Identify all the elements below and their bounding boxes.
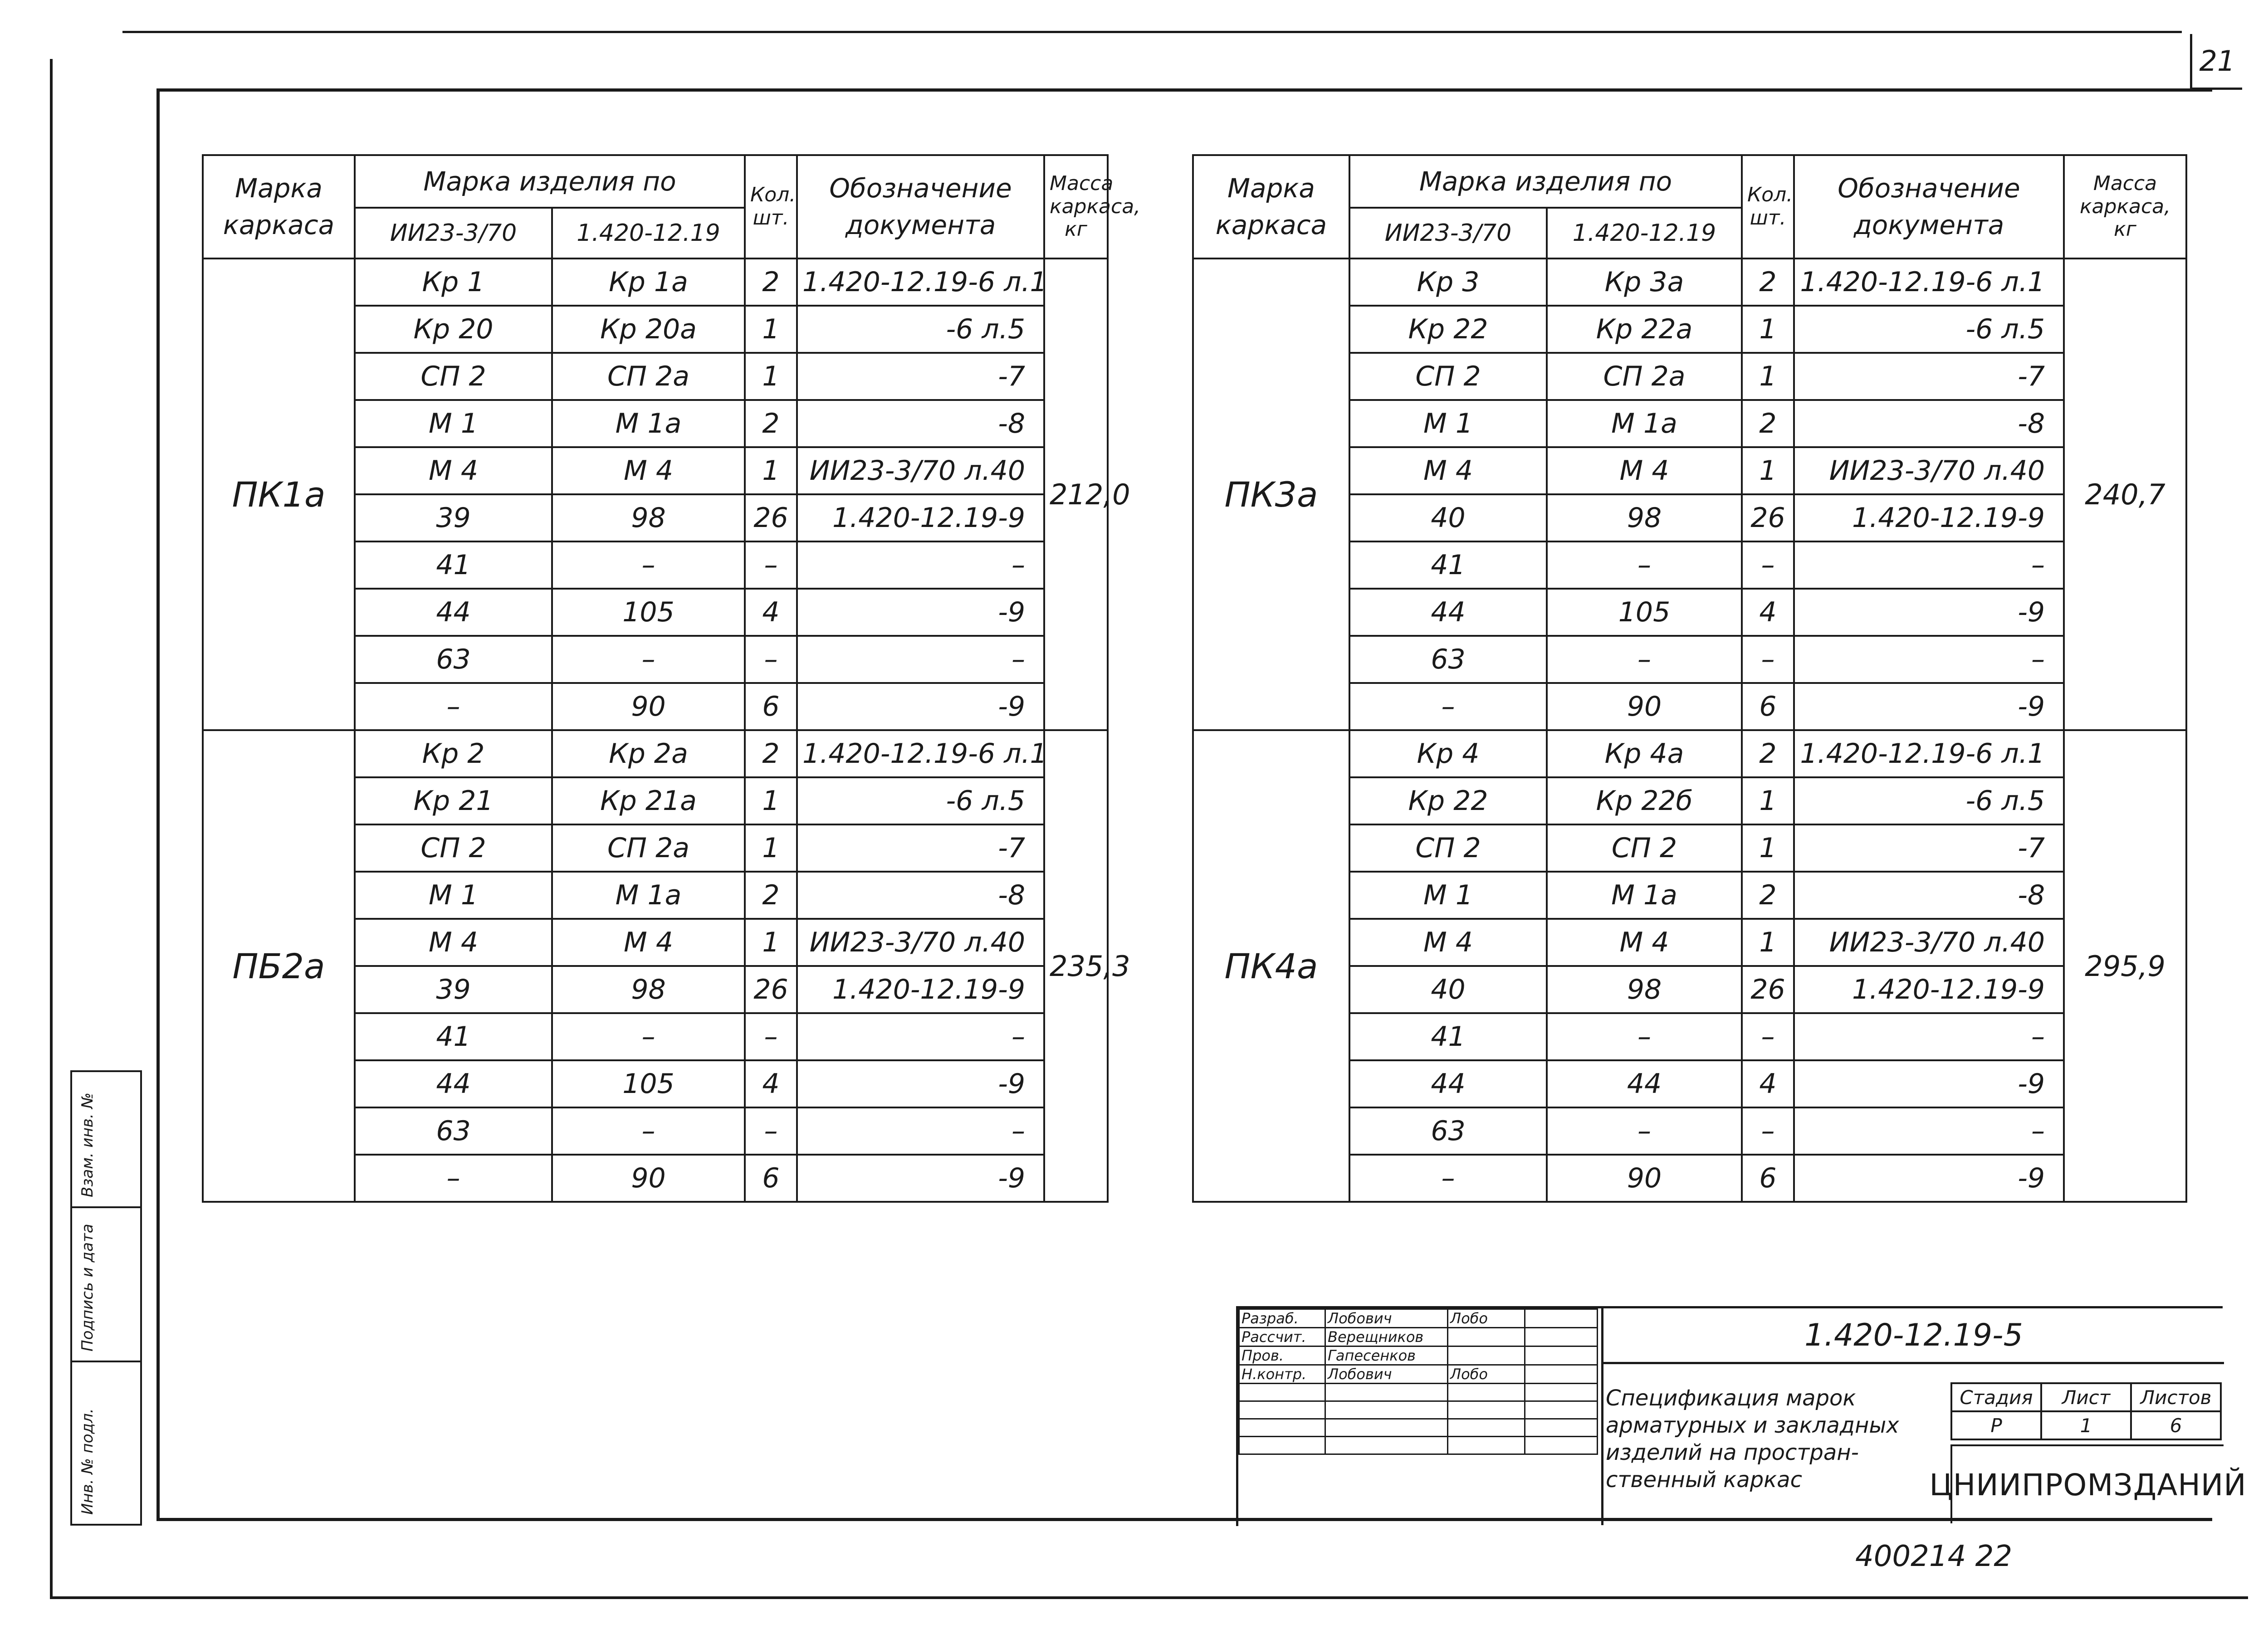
document-ref: -9 [1794, 1155, 2064, 1202]
quantity: 6 [745, 683, 797, 730]
stamp-signature: Лобо [1448, 1309, 1525, 1328]
mark-series-a: 44 [1349, 589, 1547, 636]
stage-value: Р [1951, 1411, 2041, 1439]
mark-series-a: М 4 [1349, 447, 1547, 494]
document-ref: 1.420-12.19-9 [797, 966, 1044, 1013]
quantity: 2 [1742, 400, 1794, 447]
mark-series-a: 40 [1349, 494, 1547, 541]
quantity: – [745, 1013, 797, 1060]
mark-series-a: М 1 [355, 872, 552, 919]
mark-series-b: Кр 4а [1547, 730, 1742, 777]
document-ref: – [797, 1107, 1044, 1155]
mark-series-b: М 4 [1547, 919, 1742, 966]
mark-series-b: 105 [552, 589, 745, 636]
sheets-label: Листов [2131, 1383, 2221, 1411]
stamp-date [1525, 1437, 1598, 1454]
document-ref: -6 л.5 [797, 306, 1044, 353]
stamp-person [1325, 1437, 1448, 1454]
stamp-signatures [1238, 1308, 1598, 1455]
spec-table-left [202, 154, 1141, 1203]
mark-series-a: Кр 22 [1349, 306, 1547, 353]
document-ref: -8 [1794, 400, 2064, 447]
document-ref: -9 [797, 1060, 1044, 1107]
document-ref: – [1794, 1013, 2064, 1060]
stamp-row [1239, 1328, 1598, 1346]
stamp-person: Гапесенков [1325, 1346, 1448, 1365]
stamp-person: Верещников [1325, 1328, 1448, 1346]
mark-series-b: Кр 22б [1547, 777, 1742, 824]
mark-series-b: СП 2а [552, 353, 745, 400]
document-ref: -7 [797, 353, 1044, 400]
document-ref: 1.420-12.19-9 [1794, 494, 2064, 541]
mark-series-a: Кр 3 [1349, 259, 1547, 306]
document-code: 1.420-12.19-5 [1601, 1308, 2224, 1364]
mark-series-b: Кр 1а [552, 259, 745, 306]
document-ref: -9 [1794, 589, 2064, 636]
stamp-row [1239, 1309, 1598, 1328]
side-label-inv-ref: Взам. инв. № [78, 1093, 97, 1197]
mark-series-b: – [552, 636, 745, 683]
stamp-date [1525, 1419, 1598, 1437]
mark-series-a: 41 [1349, 541, 1547, 589]
col-header-series-a: ИИ23-3/70 [355, 208, 552, 259]
document-ref: – [1794, 636, 2064, 683]
mark-series-a: М 1 [1349, 400, 1547, 447]
mark-series-a: М 1 [1349, 872, 1547, 919]
col-header-frame-mark: Марка каркаса [1193, 155, 1349, 259]
quantity: 1 [745, 306, 797, 353]
quantity: 1 [1742, 919, 1794, 966]
quantity: – [745, 636, 797, 683]
mark-series-a: – [1349, 683, 1547, 730]
document-ref: ИИ23-3/70 л.40 [797, 919, 1044, 966]
mark-series-b: Кр 2а [552, 730, 745, 777]
mark-series-b: М 1а [1547, 400, 1742, 447]
mark-series-b: – [552, 541, 745, 589]
stamp-role: Пров. [1239, 1346, 1325, 1365]
quantity: 1 [1742, 824, 1794, 872]
mark-series-b: – [1547, 1013, 1742, 1060]
frame-mass: 295,9 [2064, 730, 2186, 1202]
stamp-signature [1448, 1401, 1525, 1419]
frame-mark: ПБ2а [203, 730, 355, 1202]
document-ref: -8 [797, 872, 1044, 919]
col-header-qty: Кол. шт. [745, 155, 797, 259]
mark-series-a: 41 [355, 541, 552, 589]
mark-series-b: М 4 [552, 447, 745, 494]
mark-series-b: М 4 [1547, 447, 1742, 494]
col-header-frame-mark: Марка каркаса [203, 155, 355, 259]
quantity: 2 [745, 730, 797, 777]
mark-series-a: – [355, 1155, 552, 1202]
stamp-role [1239, 1401, 1325, 1419]
stamp-role: Рассчит. [1239, 1328, 1325, 1346]
quantity: 1 [745, 353, 797, 400]
stamp-date [1525, 1309, 1598, 1328]
quantity: 1 [745, 824, 797, 872]
mark-series-a: СП 2 [1349, 824, 1547, 872]
document-ref: – [1794, 1107, 2064, 1155]
top-rule [122, 31, 2182, 33]
stamp-divider [1601, 1362, 1603, 1525]
quantity: 6 [1742, 683, 1794, 730]
stamp-person [1325, 1401, 1448, 1419]
mark-series-a: – [1349, 1155, 1547, 1202]
stamp-row [1239, 1346, 1598, 1365]
quantity: 2 [1742, 259, 1794, 306]
document-ref: -7 [1794, 353, 2064, 400]
quantity: 4 [745, 589, 797, 636]
quantity: 6 [1742, 1155, 1794, 1202]
quantity: – [745, 1107, 797, 1155]
stamp-person [1325, 1384, 1448, 1401]
stamp-date [1525, 1365, 1598, 1384]
quantity: 4 [1742, 589, 1794, 636]
col-header-series-a: ИИ23-3/70 [1349, 208, 1547, 259]
document-ref: – [797, 1013, 1044, 1060]
document-ref: -6 л.5 [797, 777, 1044, 824]
quantity: 1 [1742, 777, 1794, 824]
mark-series-a: СП 2 [355, 824, 552, 872]
mark-series-a: 63 [1349, 1107, 1547, 1155]
quantity: – [745, 541, 797, 589]
sheet-label: Лист [2041, 1383, 2131, 1411]
stamp-date [1525, 1346, 1598, 1365]
side-strip [70, 1070, 138, 1524]
frame-mark: ПК3а [1193, 259, 1349, 730]
mark-series-a: 41 [355, 1013, 552, 1060]
frame-mark: ПК4а [1193, 730, 1349, 1202]
quantity: 1 [1742, 353, 1794, 400]
quantity: 1 [745, 919, 797, 966]
mark-series-b: Кр 20а [552, 306, 745, 353]
quantity: 1 [745, 777, 797, 824]
document-ref: -7 [797, 824, 1044, 872]
mark-series-b: 98 [552, 494, 745, 541]
mark-series-b: СП 2 [1547, 824, 1742, 872]
col-header-series-b: 1.420-12.19 [552, 208, 745, 259]
side-label-inv-orig: Инв. № подл. [78, 1408, 97, 1515]
document-ref: 1.420-12.19-9 [1794, 966, 2064, 1013]
quantity: 4 [1742, 1060, 1794, 1107]
quantity: 1 [1742, 447, 1794, 494]
mark-series-a: Кр 22 [1349, 777, 1547, 824]
mark-series-a: Кр 1 [355, 259, 552, 306]
stamp-role [1239, 1419, 1325, 1437]
mark-series-b: 105 [1547, 589, 1742, 636]
mark-series-b: Кр 21а [552, 777, 745, 824]
stamp-row [1239, 1419, 1598, 1437]
mark-series-b: – [552, 1107, 745, 1155]
quantity: 2 [1742, 872, 1794, 919]
mark-series-a: 63 [355, 636, 552, 683]
sheet-value: 1 [2041, 1411, 2131, 1439]
mark-series-b: 90 [1547, 1155, 1742, 1202]
document-ref: ИИ23-3/70 л.40 [797, 447, 1044, 494]
mark-series-b: Кр 3а [1547, 259, 1742, 306]
quantity: 1 [1742, 306, 1794, 353]
stamp-role: Разраб. [1239, 1309, 1325, 1328]
stamp-person: Лобович [1325, 1365, 1448, 1384]
table-row [1193, 730, 2186, 777]
mark-series-a: 63 [1349, 636, 1547, 683]
stamp-signature [1448, 1384, 1525, 1401]
spec-table-right [1192, 154, 2187, 1203]
mark-series-b: – [1547, 636, 1742, 683]
stamp-row [1239, 1401, 1598, 1419]
side-label-signature: Подпись и дата [78, 1224, 97, 1351]
stamp-role [1239, 1437, 1325, 1454]
mark-series-b: М 1а [552, 872, 745, 919]
mark-series-a: М 1 [355, 400, 552, 447]
table-row [1193, 259, 2186, 306]
quantity: 4 [745, 1060, 797, 1107]
quantity: 2 [745, 872, 797, 919]
mark-series-b: 105 [552, 1060, 745, 1107]
mark-series-a: Кр 4 [1349, 730, 1547, 777]
mark-series-b: Кр 22а [1547, 306, 1742, 353]
archive-number: 400214 22 [1855, 1540, 2013, 1573]
document-ref: -9 [797, 589, 1044, 636]
mark-series-a: 44 [355, 1060, 552, 1107]
quantity: 6 [745, 1155, 797, 1202]
quantity: – [1742, 541, 1794, 589]
document-ref: -8 [1794, 872, 2064, 919]
mark-series-a: Кр 2 [355, 730, 552, 777]
quantity: 26 [745, 966, 797, 1013]
title-block [1236, 1306, 2247, 1526]
quantity: 26 [1742, 966, 1794, 1013]
mark-series-b: – [1547, 1107, 1742, 1155]
col-header-document: Обозначение документа [1794, 155, 2064, 259]
stage-table [1950, 1382, 2222, 1440]
stamp-person: Лобович [1325, 1309, 1448, 1328]
quantity: – [1742, 1013, 1794, 1060]
mark-series-b: 44 [1547, 1060, 1742, 1107]
col-header-product-mark: Марка изделия по [355, 155, 745, 208]
quantity: 26 [1742, 494, 1794, 541]
stage-label: Стадия [1951, 1383, 2041, 1411]
mark-series-b: М 1а [1547, 872, 1742, 919]
document-ref: -7 [1794, 824, 2064, 872]
mark-series-b: 90 [1547, 683, 1742, 730]
stamp-signature [1448, 1328, 1525, 1346]
document-ref: -6 л.5 [1794, 777, 2064, 824]
stamp-role: Н.контр. [1239, 1365, 1325, 1384]
col-header-document: Обозначение документа [797, 155, 1044, 259]
stamp-date [1525, 1401, 1598, 1419]
quantity: – [1742, 636, 1794, 683]
document-ref: -9 [797, 1155, 1044, 1202]
quantity: 2 [745, 259, 797, 306]
stamp-signature: Лобо [1448, 1365, 1525, 1384]
mark-series-b: 90 [552, 683, 745, 730]
mark-series-a: – [355, 683, 552, 730]
sheets-value: 6 [2131, 1411, 2221, 1439]
mark-series-b: СП 2а [1547, 353, 1742, 400]
document-ref: -6 л.5 [1794, 306, 2064, 353]
col-header-product-mark: Марка изделия по [1349, 155, 1742, 208]
sheet-number: 21 [2190, 34, 2242, 90]
organization-name: ЦНИИПРОМЗДАНИЙ [1950, 1444, 2224, 1523]
mark-series-a: М 4 [1349, 919, 1547, 966]
mark-series-b: 98 [1547, 494, 1742, 541]
mark-series-a: СП 2 [1349, 353, 1547, 400]
table-row [203, 259, 1108, 306]
quantity: 1 [745, 447, 797, 494]
mark-series-b: 98 [1547, 966, 1742, 1013]
document-ref: – [797, 636, 1044, 683]
mark-series-b: 90 [552, 1155, 745, 1202]
mark-series-a: Кр 21 [355, 777, 552, 824]
mark-series-a: 44 [355, 589, 552, 636]
stamp-date [1525, 1328, 1598, 1346]
stamp-date [1525, 1384, 1598, 1401]
frame-mass: 240,7 [2064, 259, 2186, 730]
stamp-role [1239, 1384, 1325, 1401]
stamp-person [1325, 1419, 1448, 1437]
mark-series-a: 39 [355, 494, 552, 541]
frame-mass: 235,3 [1044, 730, 1108, 1202]
document-title: Спецификация марок арматурных и закладных изделий на простран-ственный каркас [1606, 1385, 1899, 1493]
mark-series-a: СП 2 [355, 353, 552, 400]
document-ref: 1.420-12.19-9 [797, 494, 1044, 541]
col-header-qty: Кол. шт. [1742, 155, 1794, 259]
document-ref: 1.420-12.19-6 л.1 [1794, 730, 2064, 777]
mark-series-a: М 4 [355, 919, 552, 966]
document-ref: 1.420-12.19-6 л.1 [797, 259, 1044, 306]
mark-series-a: Кр 20 [355, 306, 552, 353]
col-header-mass: Масса каркаса, кг [1044, 155, 1108, 259]
document-ref: -9 [1794, 1060, 2064, 1107]
stamp-signature [1448, 1346, 1525, 1365]
mark-series-b: 98 [552, 966, 745, 1013]
stamp-row [1239, 1437, 1598, 1454]
stamp-signature [1448, 1437, 1525, 1454]
table-row [203, 730, 1108, 777]
document-ref: – [797, 541, 1044, 589]
mark-series-a: 40 [1349, 966, 1547, 1013]
quantity: 2 [745, 400, 797, 447]
quantity: – [1742, 1107, 1794, 1155]
mark-series-b: М 1а [552, 400, 745, 447]
frame-mark: ПК1а [203, 259, 355, 730]
frame-mass: 212,0 [1044, 259, 1108, 730]
mark-series-b: СП 2а [552, 824, 745, 872]
mark-series-a: 63 [355, 1107, 552, 1155]
document-ref: -9 [797, 683, 1044, 730]
col-header-mass: Масса каркаса, кг [2064, 155, 2186, 259]
stamp-row [1239, 1384, 1598, 1401]
document-ref: -9 [1794, 683, 2064, 730]
mark-series-b: – [552, 1013, 745, 1060]
mark-series-b: – [1547, 541, 1742, 589]
stamp-signature [1448, 1419, 1525, 1437]
stamp-row [1239, 1365, 1598, 1384]
document-ref: 1.420-12.19-6 л.1 [797, 730, 1044, 777]
quantity: 26 [745, 494, 797, 541]
document-ref: 1.420-12.19-6 л.1 [1794, 259, 2064, 306]
mark-series-a: 39 [355, 966, 552, 1013]
col-header-series-b: 1.420-12.19 [1547, 208, 1742, 259]
mark-series-a: 44 [1349, 1060, 1547, 1107]
document-ref: ИИ23-3/70 л.40 [1794, 919, 2064, 966]
document-ref: – [1794, 541, 2064, 589]
document-ref: ИИ23-3/70 л.40 [1794, 447, 2064, 494]
mark-series-b: М 4 [552, 919, 745, 966]
mark-series-a: 41 [1349, 1013, 1547, 1060]
document-ref: -8 [797, 400, 1044, 447]
quantity: 2 [1742, 730, 1794, 777]
mark-series-a: М 4 [355, 447, 552, 494]
